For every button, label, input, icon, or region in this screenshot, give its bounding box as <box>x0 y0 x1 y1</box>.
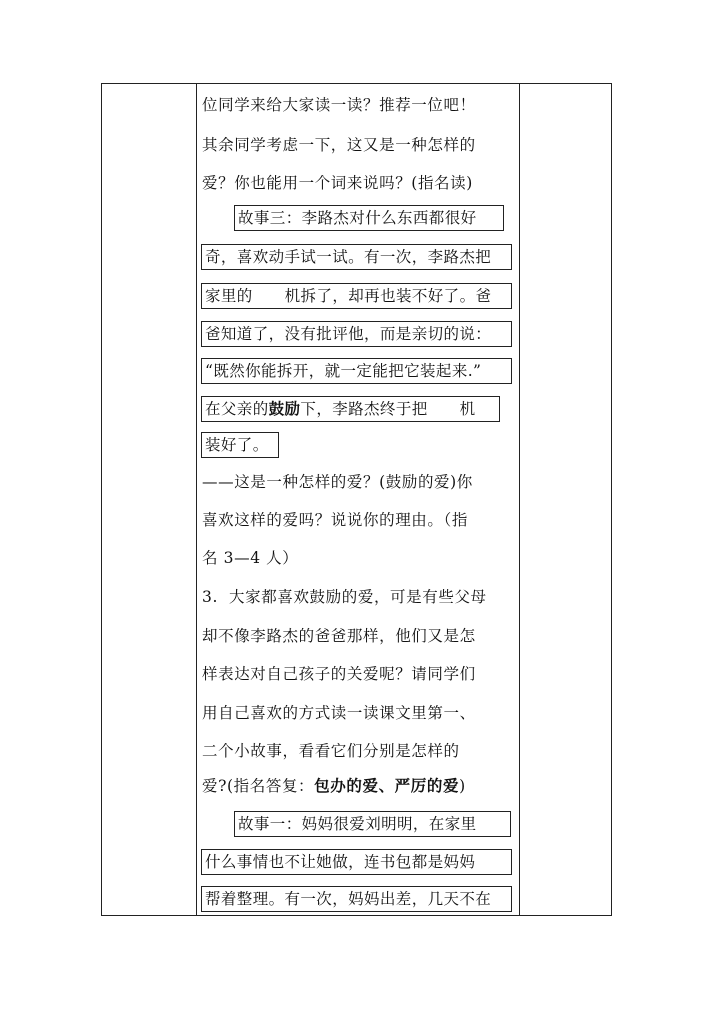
text-line: 3. 大家都喜欢鼓励的爱，可是有些父母 <box>202 588 487 606</box>
story-one-box-line: 故事一：妈妈很爱刘明明，在家里 <box>234 811 511 837</box>
text-line: 却不像李路杰的爸爸那样，他们又是怎 <box>202 627 476 645</box>
column-divider-left <box>196 84 197 915</box>
story-three-box-line: 爸知道了，没有批评他，而是亲切的说： <box>201 321 512 347</box>
text-line: 爱？你也能用一个词来说吗？(指名读) <box>202 174 473 192</box>
text-line: ——这是一种怎样的爱？(鼓励的爱)你 <box>202 473 473 491</box>
text-line: 喜欢这样的爱吗？说说你的理由。（指 <box>202 511 468 529</box>
column-divider-right <box>519 84 520 915</box>
text-line: 用自己喜欢的方式读一读课文里第一、 <box>202 704 476 722</box>
story-one-box-line: 什么事情也不让她做，连书包都是妈妈 <box>201 849 512 875</box>
text-line: 其余同学考虑一下，这又是一种怎样的 <box>202 136 476 154</box>
story-three-box-line: “既然你能拆开，就一定能把它装起来.” <box>201 358 512 384</box>
story-one-box-line: 帮着整理。有一次，妈妈出差，几天不在 <box>201 886 512 912</box>
text-line: 爱?(指名答复：包办的爱、严厉的爱) <box>202 776 466 795</box>
text-line: 二个小故事，看看它们分别是怎样的 <box>202 742 460 760</box>
story-three-box-line: 装好了。 <box>201 432 279 458</box>
text-line: 位同学来给大家读一读？推荐一位吧！ <box>202 96 476 114</box>
story-three-box-line: 家里的 机拆了，却再也装不好了。爸 <box>201 283 512 309</box>
story-three-box-line: 奇，喜欢动手试一试。有一次，李路杰把 <box>201 244 512 270</box>
story-three-box-line: 在父亲的鼓励下，李路杰终于把 机 <box>201 396 500 422</box>
story-three-box-line: 故事三：李路杰对什么东西都很好 <box>234 205 504 231</box>
text-line: 名 3—4 人） <box>202 549 299 567</box>
text-line: 样表达对自己孩子的关爱呢？请同学们 <box>202 665 476 683</box>
